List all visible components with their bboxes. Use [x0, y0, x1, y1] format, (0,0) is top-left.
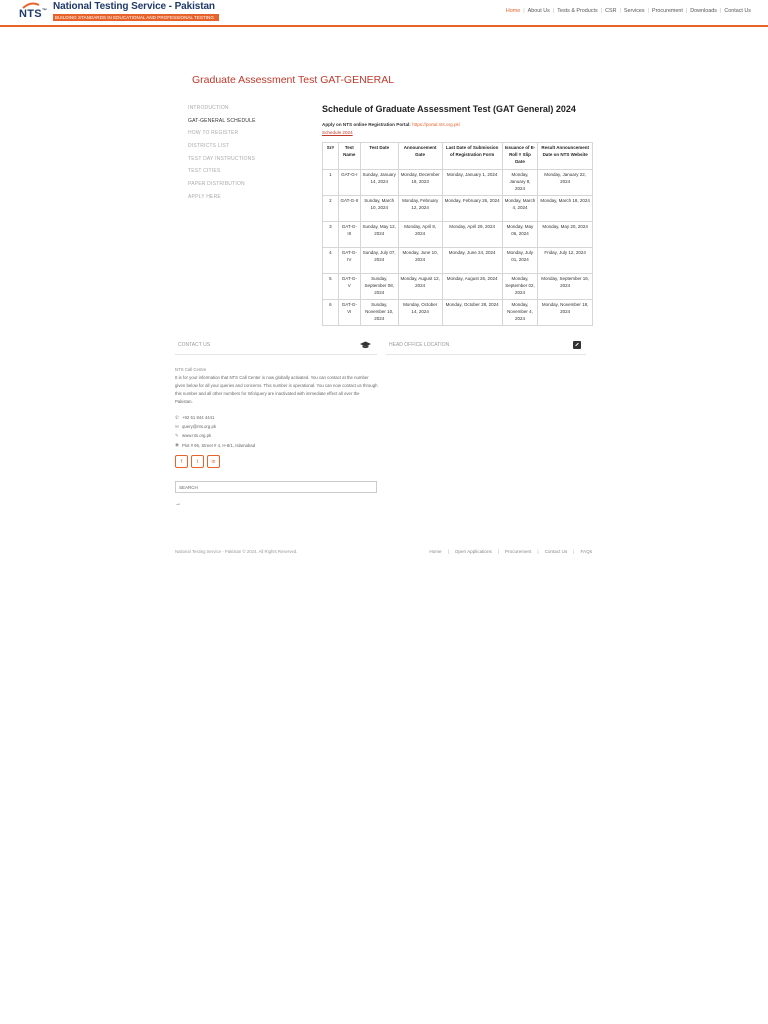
column-header: Test Date [360, 143, 398, 170]
table-cell: Monday, November 18, 2024 [538, 300, 593, 326]
contact-text: Plot # 96, Street # 4, H-8/1, Islamabad [182, 442, 256, 448]
column-header: Issuance of E-Roll # Slip Date [502, 143, 538, 170]
table-cell: Monday, October 14, 2024 [398, 300, 442, 326]
table-row [323, 222, 593, 248]
table-row [323, 248, 593, 274]
table-cell: Monday, January 8, 2024 [502, 170, 538, 196]
call-center-title: NTS Call Centre [175, 367, 207, 372]
nav-item-about-us[interactable]: About Us [527, 8, 550, 14]
nav-item-services[interactable]: Services [623, 8, 645, 14]
nav-item-csr[interactable]: CSR [605, 8, 617, 14]
footer-navigation [429, 549, 592, 554]
table-cell: 2 [323, 196, 339, 222]
sidenav-item-test-day-instructions[interactable]: TEST DAY INSTRUCTIONS [188, 155, 255, 162]
table-cell: Monday, November 4, 2024 [502, 300, 538, 326]
nav-separator: | [523, 8, 525, 14]
table-cell: Monday, August 26, 2024 [442, 274, 502, 300]
contact-text: www.nts.org.pk [182, 433, 212, 439]
table-cell: GAT-G-VI [338, 300, 360, 326]
arrow-right-icon[interactable]: → [175, 501, 181, 507]
sidenav-item-paper-distribution[interactable]: PAPER DISTRIBUTION [188, 181, 245, 188]
table-cell: Sunday, September 08, 2024 [360, 274, 398, 300]
footer-nav-separator: | [447, 549, 449, 554]
contact-row [175, 431, 255, 440]
map-icon [573, 341, 581, 349]
column-header: Announcement Date [398, 143, 442, 170]
column-header: Result Announcement Date on NTS Website [538, 143, 593, 170]
sidenav-item-apply-here[interactable]: APPLY HERE [188, 193, 221, 200]
table-row [323, 170, 593, 196]
nav-separator: | [600, 8, 603, 14]
footer-nav-separator: | [573, 549, 575, 554]
location-icon: ◉ [175, 442, 179, 448]
site-header [0, 0, 768, 27]
contact-text: query@nts.org.pk [182, 424, 216, 430]
table-cell: 4 [323, 248, 339, 274]
logo-title: National Testing Service - Pakistan [53, 1, 215, 12]
call-center-text: It is for your information that NTS Call Center is now globally activated. You can contact at the number given below for all your queries and concerns. This number is operational. You can now contact us through this number and all other numbers for Info/query are inactivated with immediate effect all over the Pakistan. [175, 374, 378, 404]
footer-link-contact-us[interactable]: Contact Us [544, 549, 568, 554]
contact-us-widget [175, 339, 377, 355]
web-icon: ✎ [175, 432, 179, 438]
phone-icon: ✆ [175, 414, 179, 420]
apply-portal-link[interactable]: https://portal.nts.org.pk/ [412, 122, 461, 127]
table-cell: Monday, January 22, 2024 [538, 170, 593, 196]
side-navigation [188, 104, 298, 206]
footer-nav-separator: | [537, 549, 539, 554]
table-cell: Monday, May 20, 2024 [538, 222, 593, 248]
contact-row [175, 422, 255, 431]
table-cell: Monday, July 01, 2024 [502, 248, 538, 274]
search-input[interactable]: SEARCH [175, 481, 377, 493]
table-cell: GAT-G-V [338, 274, 360, 300]
sidenav-item-test-cities[interactable]: TEST CITIES [188, 168, 221, 175]
table-cell: Monday, October 28, 2024 [442, 300, 502, 326]
table-row [323, 274, 593, 300]
contact-row [175, 413, 255, 422]
sidenav-item-how-to-register[interactable]: HOW TO REGISTER [188, 130, 239, 137]
nts-logo[interactable] [19, 1, 215, 23]
table-cell: Monday, September 02, 2024 [502, 274, 538, 300]
nav-item-downloads[interactable]: Downloads [690, 8, 717, 14]
table-cell: Monday, May 06, 2024 [502, 222, 538, 248]
column-header: Test Name [338, 143, 360, 170]
linkedin-icon[interactable]: in [207, 455, 220, 468]
table-cell: Monday, June 24, 2024 [442, 248, 502, 274]
table-cell: Monday, February 12, 2024 [398, 196, 442, 222]
sidenav-item-gat-general-schedule[interactable]: GAT-GENERAL SCHEDULE [188, 117, 256, 124]
schedule-title: Schedule of Graduate Assessment Test (GAT General) 2024 [322, 104, 576, 114]
table-cell: Sunday, January 14, 2024 [360, 170, 398, 196]
table-cell: 1 [323, 170, 339, 196]
table-row [323, 300, 593, 326]
table-cell: GAT-G-III [338, 222, 360, 248]
contact-us-title: CONTACT US [178, 342, 211, 348]
nav-separator: | [719, 8, 722, 14]
nav-separator: | [552, 8, 555, 14]
copyright-text: National Testing Service - Pakistan © 2024. All Rights Reserved. [175, 549, 298, 554]
top-navigation [506, 8, 751, 14]
column-header: Last Date of Submission of Registration Form [442, 143, 502, 170]
schedule-table [322, 142, 593, 326]
table-header-row [323, 143, 593, 170]
table-cell: Sunday, November 10, 2024 [360, 300, 398, 326]
table-cell: Monday, March 4, 2024 [502, 196, 538, 222]
contact-text: +92 51 844 4441 [182, 415, 215, 421]
apply-line [322, 122, 460, 127]
email-icon: ✉ [175, 423, 179, 429]
table-cell: Sunday, July 07, 2024 [360, 248, 398, 274]
column-header: Sr# [323, 143, 339, 170]
table-cell: GAT-G-I [338, 170, 360, 196]
head-office-title: HEAD OFFICE LOCATION [389, 342, 450, 348]
table-cell: Monday, April 8, 2024 [398, 222, 442, 248]
table-cell: Monday, February 26, 2024 [442, 196, 502, 222]
schedule-link[interactable]: Schedule 2024 [322, 130, 353, 135]
nav-separator: | [619, 8, 621, 14]
twitter-icon[interactable]: t [191, 455, 204, 468]
table-cell: GAT-G-II [338, 196, 360, 222]
contact-list [175, 413, 255, 450]
nav-item-contact-us[interactable]: Contact Us [724, 8, 751, 14]
table-row [323, 196, 593, 222]
table-cell: Monday, January 1, 2024 [442, 170, 502, 196]
logo-tagline: BUILDING STANDARDS IN EDUCATIONAL AND PROFESSIONAL TESTING [53, 14, 219, 21]
call-center-block [175, 366, 378, 406]
graduation-cap-icon [360, 341, 371, 349]
table-cell: Sunday, March 10, 2024 [360, 196, 398, 222]
sidenav-item-districts-list[interactable]: DISTRICTS LIST [188, 143, 230, 150]
logo-mark: NTS™ [19, 8, 48, 20]
table-cell: Sunday, May 12, 2024 [360, 222, 398, 248]
footer-nav-separator: | [497, 549, 500, 554]
nav-item-tests-products[interactable]: Tests & Products [557, 8, 598, 14]
footer-link-open-applications[interactable]: Open Applications [454, 549, 492, 554]
table-cell: Monday, March 18, 2024 [538, 196, 593, 222]
nav-item-procurement[interactable]: Procurement [651, 8, 683, 14]
table-cell: GAT-G-IV [338, 248, 360, 274]
page-title: Graduate Assessment Test GAT-GENERAL [192, 74, 395, 86]
table-cell: Monday, August 12, 2024 [398, 274, 442, 300]
table-cell: Friday, July 12, 2024 [538, 248, 593, 274]
table-cell: 5 [323, 274, 339, 300]
social-links [175, 455, 220, 468]
apply-prefix: Apply on NTS online Registration Portal: [322, 122, 413, 127]
nav-item-home[interactable]: Home [505, 8, 521, 14]
table-cell: 3 [323, 222, 339, 248]
nav-separator: | [647, 8, 649, 14]
table-cell: Monday, December 18, 2023 [398, 170, 442, 196]
contact-row [175, 441, 255, 450]
table-cell: 6 [323, 300, 339, 326]
table-cell: Monday, September 16, 2024 [538, 274, 593, 300]
footer-link-faqs[interactable]: FAQs [580, 549, 592, 554]
footer-link-home[interactable]: Home [429, 549, 442, 554]
facebook-icon[interactable]: f [175, 455, 188, 468]
sidenav-item-introduction[interactable]: INTRODUCTION [188, 105, 229, 111]
table-cell: Monday, June 10, 2024 [398, 248, 442, 274]
footer-link-procurement[interactable]: Procurement [505, 549, 532, 554]
table-cell: Monday, April 29, 2024 [442, 222, 502, 248]
head-office-widget [386, 339, 586, 355]
nav-separator: | [685, 8, 688, 14]
